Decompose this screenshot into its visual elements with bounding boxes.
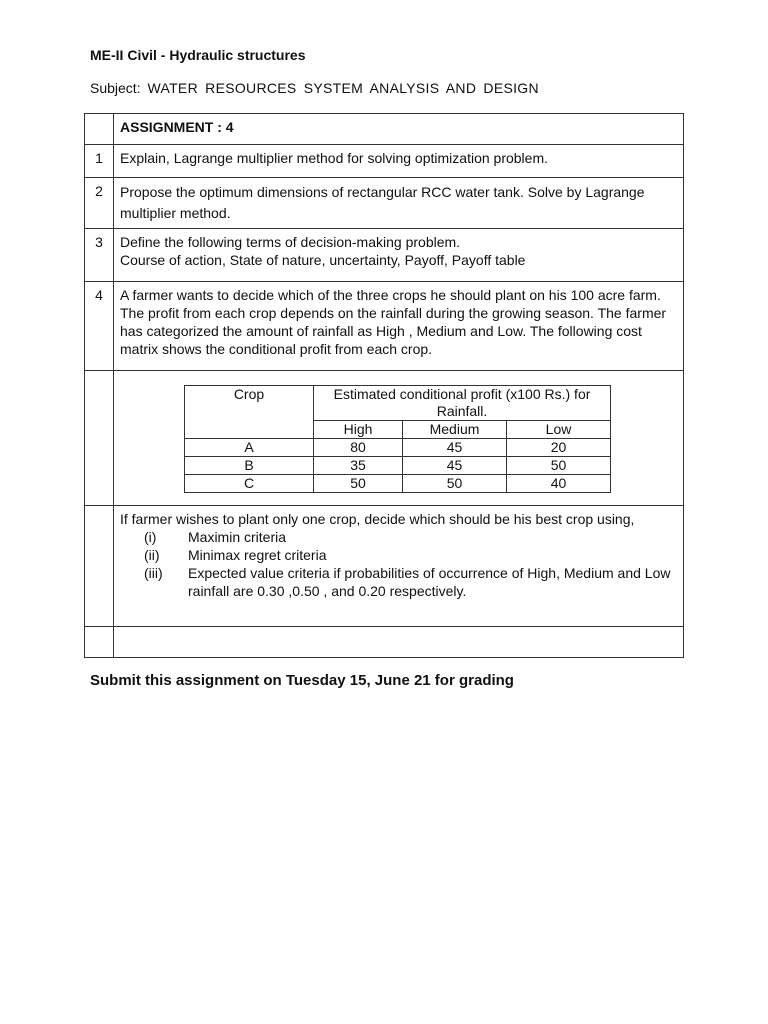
list-item	[120, 564, 677, 600]
rainfall-high-header: High	[314, 421, 403, 439]
profit-value: 80	[314, 439, 403, 457]
profit-value: 40	[507, 475, 611, 493]
followup-row	[85, 506, 684, 627]
subject-value: WATER RESOURCES SYSTEM ANALYSIS AND DESIGN	[147, 80, 539, 96]
followup-intro: If farmer wishes to plant only one crop, decide which should be his best crop using,	[120, 511, 635, 527]
question-number: 2	[85, 178, 114, 229]
profit-value: 45	[403, 439, 507, 457]
criteria-text: Minimax regret criteria	[188, 547, 327, 563]
assignment-title: ASSIGNMENT : 4	[120, 119, 234, 135]
list-item	[120, 546, 677, 564]
profit-table-row	[85, 371, 684, 506]
profit-header: Estimated conditional profit (x100 Rs.) for Rainfall.	[314, 386, 611, 421]
table-row	[185, 439, 611, 457]
rainfall-low-header: Low	[507, 421, 611, 439]
question-number: 1	[85, 145, 114, 178]
profit-value: 50	[403, 475, 507, 493]
table-row	[185, 475, 611, 493]
table-header-row	[85, 114, 684, 145]
question-row-4	[85, 282, 684, 371]
subject-label: Subject:	[90, 80, 141, 96]
criteria-text: Expected value criteria if probabilities of occurrence of High, Medium and Low rainfall are 0.30 ,0.50 , and 0.20 respectively.	[188, 565, 671, 599]
assignment-table	[84, 113, 684, 658]
profit-table-cell	[114, 371, 684, 506]
submit-note: Submit this assignment on Tuesday 15, June 21 for grading	[90, 672, 514, 689]
criteria-number: (ii)	[144, 547, 160, 563]
empty-cell	[114, 627, 684, 658]
rainfall-medium-header: Medium	[403, 421, 507, 439]
empty-num-cell	[85, 506, 114, 627]
criteria-text: Maximin criteria	[188, 529, 287, 545]
profit-value: 35	[314, 457, 403, 475]
subject-line	[90, 80, 539, 96]
question-line: Course of action, State of nature, uncertainty, Payoff, Payoff table	[120, 252, 526, 268]
crop-name: A	[185, 439, 314, 457]
empty-num-cell	[85, 371, 114, 506]
empty-row	[85, 627, 684, 658]
profit-table	[184, 385, 611, 493]
question-text	[114, 229, 684, 282]
question-row-1	[85, 145, 684, 178]
table-row	[185, 457, 611, 475]
question-text: A farmer wants to decide which of the three crops he should plant on his 100 acre farm. The profit from each crop depends on the rainfall during the growing season. The farmer has categorized the amount of rainfall as High , Medium and Low. The following cost matrix shows the conditional profit from each crop.	[114, 282, 684, 371]
criteria-number: (iii)	[144, 565, 163, 581]
profit-value: 50	[507, 457, 611, 475]
question-text: Explain, Lagrange multiplier method for solving optimization problem.	[114, 145, 684, 178]
crop-name: C	[185, 475, 314, 493]
profit-value: 45	[403, 457, 507, 475]
list-item	[120, 528, 677, 546]
criteria-list	[120, 528, 677, 600]
profit-table-header-row	[185, 386, 611, 421]
question-number: 4	[85, 282, 114, 371]
crop-name: B	[185, 457, 314, 475]
followup-cell	[114, 506, 684, 627]
profit-value: 50	[314, 475, 403, 493]
question-number: 3	[85, 229, 114, 282]
question-row-3	[85, 229, 684, 282]
assignment-title-cell	[114, 114, 684, 145]
document-heading: ME-II Civil - Hydraulic structures	[90, 47, 306, 63]
question-line: Define the following terms of decision-making problem.	[120, 234, 461, 250]
empty-num-cell	[85, 627, 114, 658]
empty-num-cell	[85, 114, 114, 145]
profit-value: 20	[507, 439, 611, 457]
crop-header: Crop	[185, 386, 314, 439]
question-text: Propose the optimum dimensions of rectangular RCC water tank. Solve by Lagrange multiplier method.	[114, 178, 684, 229]
criteria-number: (i)	[144, 529, 157, 545]
question-row-2	[85, 178, 684, 229]
